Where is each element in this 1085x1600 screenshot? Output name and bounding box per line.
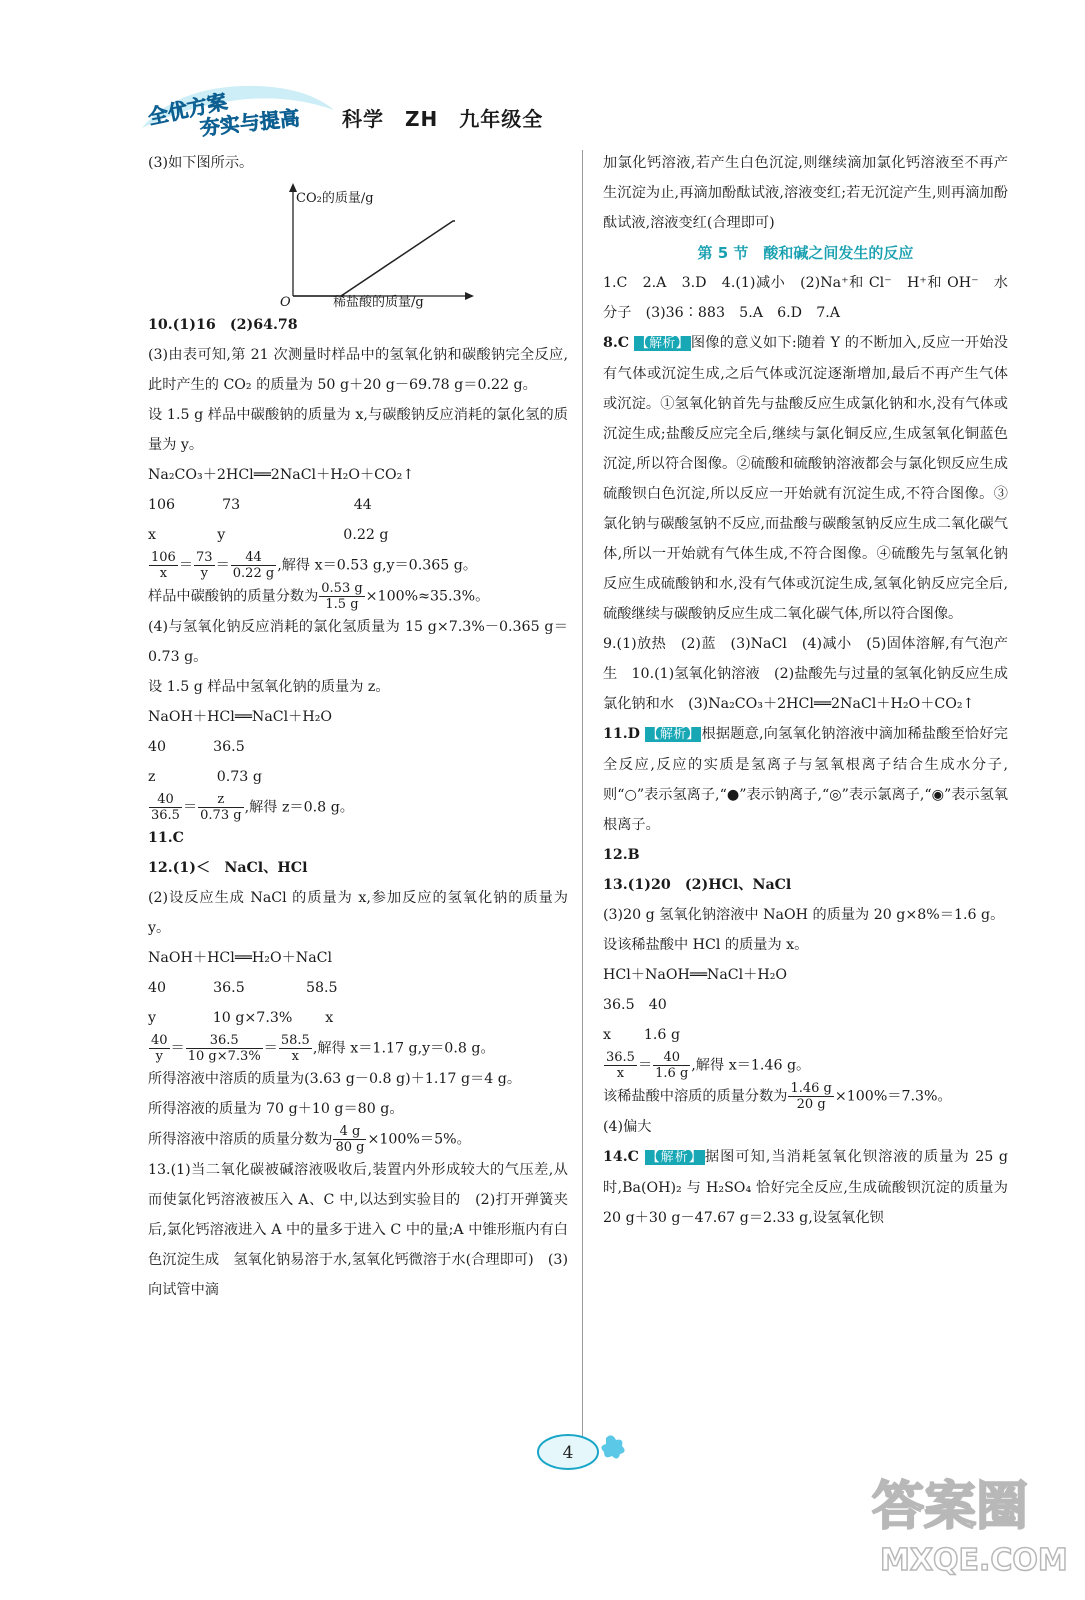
data-line xyxy=(293,221,455,296)
equation: NaOH＋HCl══NaCl＋H₂O xyxy=(148,709,333,725)
fraction: $\frac{40}{1.6 g}$ xyxy=(655,1050,689,1081)
line: 设 1.5 g 样品中氢氧化钠的质量为 z。 xyxy=(148,679,390,695)
paragraph: 设 1.5 g 样品中碳酸钠的质量为 x,与碳酸钠反应消耗的氯化氢的质量为 y。 xyxy=(148,407,568,453)
paragraph: (3)20 g 氢氧化钠溶液中 NaOH 的质量为 20 g×8%＝1.6 g。 xyxy=(603,907,1005,923)
co2-chart xyxy=(148,178,568,310)
paragraph: 1.C 2.A 3.D 4.(1)减小 (2)Na⁺和 Cl⁻ H⁺和 OH⁻ 水分子 (3)36∶883 5.A 6.D 7.A xyxy=(603,275,1008,321)
line: y 10 g×7.3% x xyxy=(148,1010,334,1026)
paragraph: 8.C 【解析】 图像的意义如下:随着 Y 的不断加入,反应一开始没有气体或沉淀生成,之后气体或沉淀逐渐增加,最后不再产生气体或沉淀。①氢氧化钠首先与盐酸反应生成氯化钠和水,没有气体或沉淀生成;盐酸反应完全后,继续与氯化铜反应,生成氢氧化铜蓝色沉淀,所以符合图像。②硫酸和硫酸钠溶液都会与氯化钡反应生成硫酸钡白色沉淀,所以反应一开始就有沉淀生成,不符合图像。③氯化钠与碳酸氢钠不反应,而盐酸与碳酸氢钠反应生成二氧化碳气体,所以一开始就有气体生成,不符合图像。④硫酸先与氢氧化钠反应生成硫酸钠和水,没有气体或沉淀生成,氢氧化钠反应完全后,硫酸继续与碳酸钠反应生成二氧化碳气体,所以符合图像。 xyxy=(603,335,1008,622)
watermark-line1: 答案圈 xyxy=(872,1477,1029,1537)
left-column xyxy=(148,148,568,1305)
fraction: $\frac{106}{x}$ xyxy=(151,550,176,581)
fraction-line: $\frac{106}{x}$ ＝ $\frac{73}{y}$ ＝ $\frac{44}{0.22 g}$ ,解得 x＝0.53 g,y＝0.365 g。 xyxy=(151,550,478,581)
line: 106 73 44 xyxy=(148,497,372,513)
x-axis-arrow xyxy=(465,292,474,300)
fraction: $\frac{40}{36.5}$ xyxy=(151,792,180,823)
fraction: $\frac{0.53 g}{1.5 g}$ xyxy=(321,581,363,612)
line: 设该稀盐酸中 HCl 的质量为 x。 xyxy=(603,937,809,953)
fraction-line: $\frac{40}{y}$ ＝ $\frac{36.5}{10 g\times 7.3\%}$ ＝ $\frac{58.5}{x}$ ,解得 x＝1.17 g,y＝0.8 g。 xyxy=(151,1033,495,1064)
fraction: $\frac{36.5}{x}$ xyxy=(606,1050,635,1081)
fraction: $\frac{36.5}{10 g\times 7.3\%}$ xyxy=(187,1033,261,1064)
line: 13.(1)20 (2)HCl、NaCl xyxy=(603,877,792,893)
watermark-line2: MXQE.COM xyxy=(880,1543,1068,1578)
line: x 1.6 g xyxy=(603,1027,681,1043)
paragraph: 13.(1)当二氧化碳被碱溶液吸收后,装置内外形成较大的气压差,从而使氯化钙溶液被压入 A、C 中,以达到实验目的 (2)打开弹簧夹后,氯化钙溶液进入 A 中的量多于进入 C 中的量;A 中锥形瓶内有白色沉淀生成 氢氧化钠易溶于水,氢氧化钙微溶于水(合理即可) (3)向试管中滴 xyxy=(148,1162,568,1298)
fraction-line: $\frac{36.5}{x}$ ＝ $\frac{40}{1.6 g}$ ,解得 x＝1.46 g。 xyxy=(606,1050,811,1081)
section-title: 第 5 节 酸和碱之间发生的反应 xyxy=(697,244,914,262)
subject-title: 科学 ZH 九年级全 xyxy=(342,107,544,131)
line: 40 36.5 58.5 xyxy=(148,980,338,996)
fraction-line: 样品中碳酸钠的质量分数为 $\frac{0.53 g}{1.5 g}$ ×100%≈35.3%。 xyxy=(148,581,490,612)
page-number-badge xyxy=(528,1428,638,1474)
paragraph: 9.(1)放热 (2)蓝 (3)NaCl (4)减小 (5)固体溶解,有气泡产生 10.(1)氢氧化钠溶液 (2)盐酸先与过量的氢氧化钠反应生成氯化钠和水 (3)Na₂CO₃＋2HCl══2NaCl＋H₂O＋CO₂↑ xyxy=(603,636,1008,712)
analysis-tag: 【解析】 xyxy=(646,1150,703,1165)
y-axis-label: CO₂的质量/g xyxy=(296,191,374,206)
logo-line1: 全优方案 xyxy=(145,89,230,130)
fraction-line: $\frac{40}{36.5}$ ＝ $\frac{z}{0.73 g}$ ,解得 z＝0.8 g。 xyxy=(151,792,354,823)
watermark-logo xyxy=(866,1462,1071,1582)
line: (3)如下图所示。 xyxy=(148,155,254,171)
line: 所得溶液的质量为 70 g＋10 g＝80 g。 xyxy=(148,1101,404,1117)
line: z 0.73 g xyxy=(148,769,262,785)
x-axis-label: 稀盐酸的质量/g xyxy=(333,295,424,310)
line: 36.5 40 xyxy=(603,997,667,1013)
line: 所得溶液中溶质的质量为(3.63 g－0.8 g)＋1.17 g＝4 g。 xyxy=(148,1071,522,1087)
line: 12.B xyxy=(603,847,640,863)
flower-icon xyxy=(601,1435,624,1458)
line: 12.(1)＜ NaCl、HCl xyxy=(148,860,308,876)
equation: HCl＋NaOH══NaCl＋H₂O xyxy=(603,967,788,983)
paragraph: (3)由表可知,第 21 次测量时样品中的氢氧化钠和碳酸钠完全反应,此时产生的 CO₂ 的质量为 50 g＋20 g－69.78 g＝0.22 g。 xyxy=(148,347,568,393)
origin-label: O xyxy=(280,295,291,310)
right-column xyxy=(603,148,1008,1233)
fraction: $\frac{58.5}{x}$ xyxy=(280,1033,310,1064)
fraction: $\frac{73}{y}$ xyxy=(196,550,213,581)
paragraph: 加氯化钙溶液,若产生白色沉淀,则继续滴加氯化钙溶液至不再产生沉淀为止,再滴加酚酞试液,溶液变红;若无沉淀产生,则再滴加酚酞试液,溶液变红(合理即可) xyxy=(603,155,1008,231)
analysis-tag: 【解析】 xyxy=(646,727,700,742)
page-number: 4 xyxy=(562,1443,574,1463)
paragraph: (4)与氢氧化钠反应消耗的氯化氢质量为 15 g×7.3%－0.365 g＝0.73 g。 xyxy=(148,619,568,665)
fraction-line: 所得溶液中溶质的质量分数为 $\frac{4 g}{80 g}$ ×100%＝5%。 xyxy=(148,1124,471,1155)
line: (4)偏大 xyxy=(603,1119,652,1135)
paragraph: 11.D 【解析】 根据题意,向氢氧化钠溶液中滴加稀盐酸至恰好完全反应,反应的实质是氢离子与氢氧根离子结合生成水分子,则“○”表示氢离子,“●”表示钠离子,“◎”表示氯离子,“◉”表示氢氧根离子。 xyxy=(603,726,1008,833)
paragraph: 14.C 【解析】 据图可知,当消耗氢氧化钡溶液的质量为 25 g 时,Ba(OH)₂ 与 H₂SO₄ 恰好完全反应,生成硫酸钡沉淀的质量为 20 g＋30 g－47.67 g＝2.33 g,设氢氧化钡 xyxy=(603,1149,1008,1226)
paragraph: (2)设反应生成 NaCl 的质量为 x,参加反应的氢氧化钠的质量为 y。 xyxy=(148,890,568,936)
line: 10.(1)16 (2)64.78 xyxy=(148,317,298,333)
column-divider xyxy=(582,150,583,1460)
fraction: $\frac{z}{0.73 g}$ xyxy=(200,792,242,823)
line: 11.C xyxy=(148,830,184,846)
line: 40 36.5 xyxy=(148,739,245,755)
line: x y 0.22 g xyxy=(148,527,389,543)
fraction: $\frac{40}{y}$ xyxy=(151,1033,168,1064)
fraction: $\frac{4 g}{80 g}$ xyxy=(335,1124,365,1155)
series-logo xyxy=(138,80,338,140)
fraction-line: 该稀盐酸中溶质的质量分数为 $\frac{1.46 g}{20 g}$ ×100%＝7.3%。 xyxy=(603,1081,952,1112)
analysis-tag: 【解析】 xyxy=(635,336,689,351)
fraction: $\frac{44}{0.22 g}$ xyxy=(232,550,275,581)
equation: Na₂CO₃＋2HCl══2NaCl＋H₂O＋CO₂↑ xyxy=(148,467,415,483)
logo-line2: 夯实与提高 xyxy=(198,105,301,140)
fraction: $\frac{1.46 g}{20 g}$ xyxy=(790,1081,832,1112)
equation: NaOH＋HCl══H₂O＋NaCl xyxy=(148,950,333,966)
